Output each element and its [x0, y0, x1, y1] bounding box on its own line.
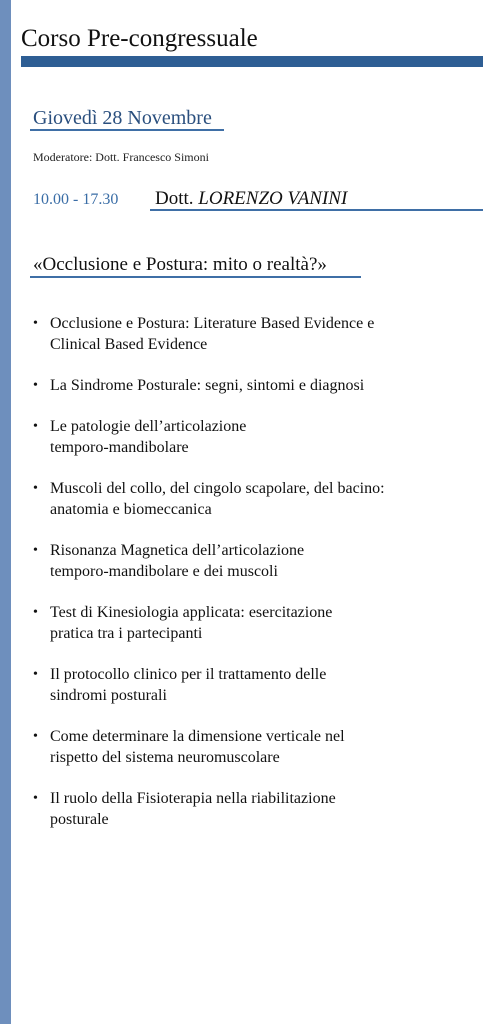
list-item	[33, 540, 473, 582]
topic-line: Muscoli del collo, del cingolo scapolare, del bacino:	[50, 480, 385, 497]
topic-line: Come determinare la dimensione verticale nel	[50, 728, 345, 745]
speaker-name: LORENZO VANINI	[198, 188, 348, 209]
list-item	[33, 726, 473, 768]
speaker-underline	[150, 209, 483, 211]
page-title: Corso Pre-congressuale	[21, 25, 258, 52]
speaker	[155, 187, 347, 210]
bullet-icon: •	[33, 419, 38, 434]
bullet-icon: •	[33, 543, 38, 558]
list-item	[33, 375, 473, 396]
topic-line: Il ruolo della Fisioterapia nella riabilitazione	[50, 790, 336, 807]
bullet-icon: •	[33, 316, 38, 331]
list-item	[33, 788, 473, 830]
list-item	[33, 478, 473, 520]
topic-line: Test di Kinesiologia applicata: esercitazione	[50, 604, 333, 621]
bullet-icon: •	[33, 667, 38, 682]
topic-line: temporo-mandibolare e dei muscoli	[50, 563, 278, 580]
topic-line: rispetto del sistema neuromuscolare	[50, 749, 280, 766]
list-item	[33, 313, 473, 355]
bullet-icon: •	[33, 605, 38, 620]
list-item	[33, 602, 473, 644]
date-underline	[30, 129, 224, 131]
topic-line: Occlusione e Postura: Literature Based Evidence e	[50, 315, 375, 332]
session-date: Giovedì 28 Novembre	[33, 107, 212, 129]
topic-line: Risonanza Magnetica dell’articolazione	[50, 542, 305, 559]
session-time: 10.00 - 17.30	[33, 191, 119, 208]
left-accent-bar	[0, 0, 11, 1024]
topic-line: Le patologie dell’articolazione	[50, 418, 247, 435]
course-title-underline	[30, 276, 361, 278]
moderator-line: Moderatore: Dott. Francesco Simoni	[33, 150, 209, 164]
topic-line: Clinical Based Evidence	[50, 336, 208, 353]
topic-line: pratica tra i partecipanti	[50, 625, 203, 642]
bullet-icon: •	[33, 481, 38, 496]
topic-line: temporo-mandibolare	[50, 439, 189, 456]
topic-line: anatomia e biomeccanica	[50, 501, 212, 518]
topic-list	[33, 313, 473, 850]
topic-line: Il protocollo clinico per il trattamento delle	[50, 666, 327, 683]
bullet-icon: •	[33, 791, 38, 806]
list-item	[33, 664, 473, 706]
topic-line: La Sindrome Posturale: segni, sintomi e diagnosi	[50, 377, 365, 394]
bullet-icon: •	[33, 729, 38, 744]
topic-line: sindromi posturali	[50, 687, 167, 704]
header-bar	[21, 56, 483, 67]
bullet-icon: •	[33, 378, 38, 393]
speaker-prefix: Dott.	[155, 188, 194, 209]
topic-line: posturale	[50, 811, 109, 828]
course-title: «Occlusione e Postura: mito o realtà?»	[33, 254, 327, 275]
list-item	[33, 416, 473, 458]
